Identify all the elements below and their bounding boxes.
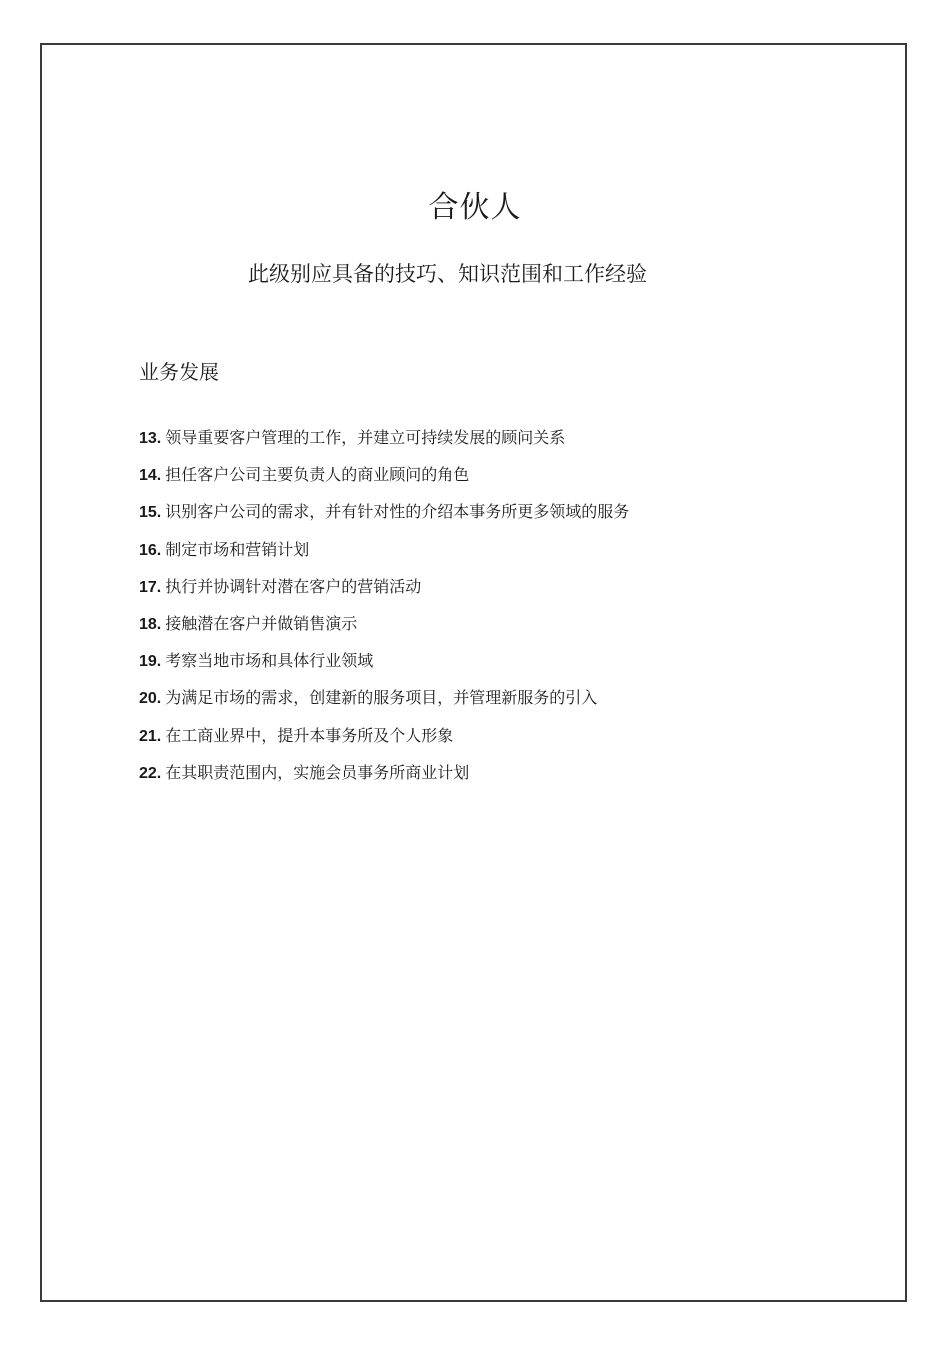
item-text: 在工商业界中，提升本事务所及个人形象 bbox=[165, 725, 454, 745]
item-number: 16. bbox=[139, 541, 162, 559]
item-text: 担任客户公司主要负责人的商业顾问的角色 bbox=[165, 465, 470, 485]
item-number: 18. bbox=[139, 615, 162, 633]
section-heading: 业务发展 bbox=[139, 360, 219, 384]
item-text: 制定市场和营销计划 bbox=[165, 539, 310, 559]
list-item bbox=[139, 539, 629, 576]
item-text: 为满足市场的需求，创建新的服务项目，并管理新服务的引入 bbox=[165, 688, 598, 708]
page-title: 合伙人 bbox=[428, 190, 522, 225]
item-number: 17. bbox=[139, 578, 162, 596]
item-text: 在其职责范围内，实施会员事务所商业计划 bbox=[165, 762, 470, 782]
item-number: 13. bbox=[139, 430, 162, 447]
item-number: 21. bbox=[139, 727, 162, 745]
item-text: 考察当地市场和具体行业领域 bbox=[165, 651, 374, 671]
list-item bbox=[139, 762, 629, 799]
item-text: 识别客户公司的需求，并有针对性的介绍本事务所更多领域的服务 bbox=[165, 502, 630, 522]
item-number: 19. bbox=[139, 653, 162, 671]
item-text: 执行并协调针对潜在客户的营销活动 bbox=[165, 576, 422, 596]
list-item bbox=[139, 650, 629, 687]
item-list bbox=[139, 427, 629, 799]
item-text: 接触潜在客户并做销售演示 bbox=[165, 613, 358, 633]
item-number: 14. bbox=[139, 467, 162, 485]
item-number: 15. bbox=[139, 504, 162, 522]
list-item bbox=[139, 725, 629, 762]
page-subtitle: 此级别应具备的技巧、知识范围和工作经验 bbox=[248, 262, 647, 286]
list-item bbox=[139, 427, 629, 464]
list-item bbox=[139, 613, 629, 650]
item-number: 22. bbox=[139, 764, 162, 782]
list-item bbox=[139, 687, 629, 724]
list-item bbox=[139, 501, 629, 538]
item-text: 领导重要客户管理的工作，并建立可持续发展的顾问关系 bbox=[165, 428, 566, 447]
list-item bbox=[139, 576, 629, 613]
list-item bbox=[139, 464, 629, 501]
item-number: 20. bbox=[139, 690, 162, 708]
